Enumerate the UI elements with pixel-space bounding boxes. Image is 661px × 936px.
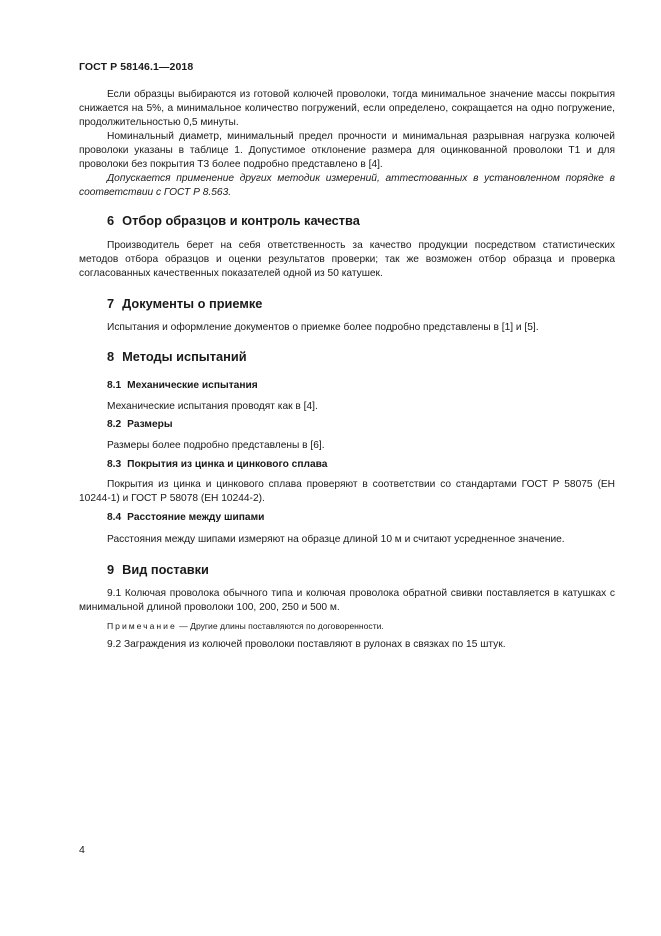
note-text: — Другие длины поставляются по договоренности. bbox=[176, 621, 384, 631]
page-number: 4 bbox=[79, 844, 85, 856]
subsection-8-4-heading bbox=[107, 512, 264, 523]
section-9-paragraph-2: 9.2 Заграждения из колючей проволоки поставляют в рулонах в связках по 15 штук. bbox=[107, 639, 506, 650]
subsection-8-1-number: 8.1 bbox=[107, 380, 122, 391]
section-6-paragraph: Производитель берет на себя ответственность за качество продукции посредством статистических методов отбора образцов и оценки результатов проверки; так же возможен отбор образца и проверка согласованных качественных показателей одной из 50 катушек. bbox=[79, 240, 615, 279]
section-6-number: 6 bbox=[107, 213, 115, 228]
intro-paragraph-1: Если образцы выбираются из готовой колючей проволоки, тогда минимальное значение массы покрытия снижается на 5%, а минимальное количество погружений, если определено, сокращается на одно погружение, продолжительностью 0,5 минуты. bbox=[79, 89, 615, 128]
subsection-8-4-number: 8.4 bbox=[107, 512, 122, 523]
subsection-8-1-heading bbox=[107, 380, 258, 391]
subsection-8-4-title: Расстояние между шипами bbox=[127, 512, 265, 523]
section-7-heading bbox=[107, 296, 262, 311]
subsection-8-2-text: Размеры более подробно представлены в [6]. bbox=[107, 440, 325, 451]
subsection-8-3-heading bbox=[107, 459, 327, 470]
section-7-number: 7 bbox=[107, 296, 115, 311]
section-6-title: Отбор образцов и контроль качества bbox=[122, 213, 360, 228]
section-8-heading bbox=[107, 349, 247, 364]
subsection-8-1-text: Механические испытания проводят как в [4]. bbox=[107, 401, 318, 412]
section-9-heading bbox=[107, 562, 209, 577]
subsection-8-2-title: Размеры bbox=[127, 419, 173, 430]
section-9-title: Вид поставки bbox=[122, 562, 209, 577]
subsection-8-4-text: Расстояния между шипами измеряют на образце длиной 10 м и считают усредненное значение. bbox=[107, 534, 565, 545]
section-8-number: 8 bbox=[107, 349, 115, 364]
note-label: Примечание bbox=[107, 621, 177, 631]
section-7-title: Документы о приемке bbox=[122, 296, 263, 311]
document-header: ГОСТ Р 58146.1—2018 bbox=[79, 61, 194, 73]
section-9-note bbox=[79, 619, 615, 633]
section-9-paragraph-1: 9.1 Колючая проволока обычного типа и колючая проволока обратной свивки поставляется в катушках с минимальной длиной проволоки 100, 200, 250 и 500 м. bbox=[79, 588, 615, 613]
section-6-heading bbox=[107, 213, 360, 228]
intro-paragraph-2: Номинальный диаметр, минимальный предел прочности и минимальная разрывная нагрузка колючей проволоки указаны в таблице 1. Допустимое отклонение размера для оцинкованной проволоки Т1 и для проволоки без покрытия Т3 более подробно представлено в [4]. bbox=[79, 131, 615, 170]
intro-paragraph-3: Допускается применение других методик измерений, аттестованных в установленном порядке в соответствии с ГОСТ Р 8.563. bbox=[79, 173, 615, 198]
section-7-paragraph: Испытания и оформление документов о приемке более подробно представлены в [1] и [5]. bbox=[107, 322, 539, 333]
subsection-8-2-heading bbox=[107, 419, 173, 430]
subsection-8-3-title: Покрытия из цинка и цинкового сплава bbox=[127, 459, 328, 470]
subsection-8-3-text: Покрытия из цинка и цинкового сплава проверяют в соответствии со стандартами ГОСТ Р 58075 (ЕН 10244-1) и ГОСТ Р 58078 (ЕН 10244-2). bbox=[79, 479, 615, 504]
section-8-title: Методы испытаний bbox=[122, 349, 247, 364]
subsection-8-3-number: 8.3 bbox=[107, 459, 122, 470]
subsection-8-1-title: Механические испытания bbox=[127, 380, 258, 391]
subsection-8-2-number: 8.2 bbox=[107, 419, 122, 430]
section-9-number: 9 bbox=[107, 562, 115, 577]
